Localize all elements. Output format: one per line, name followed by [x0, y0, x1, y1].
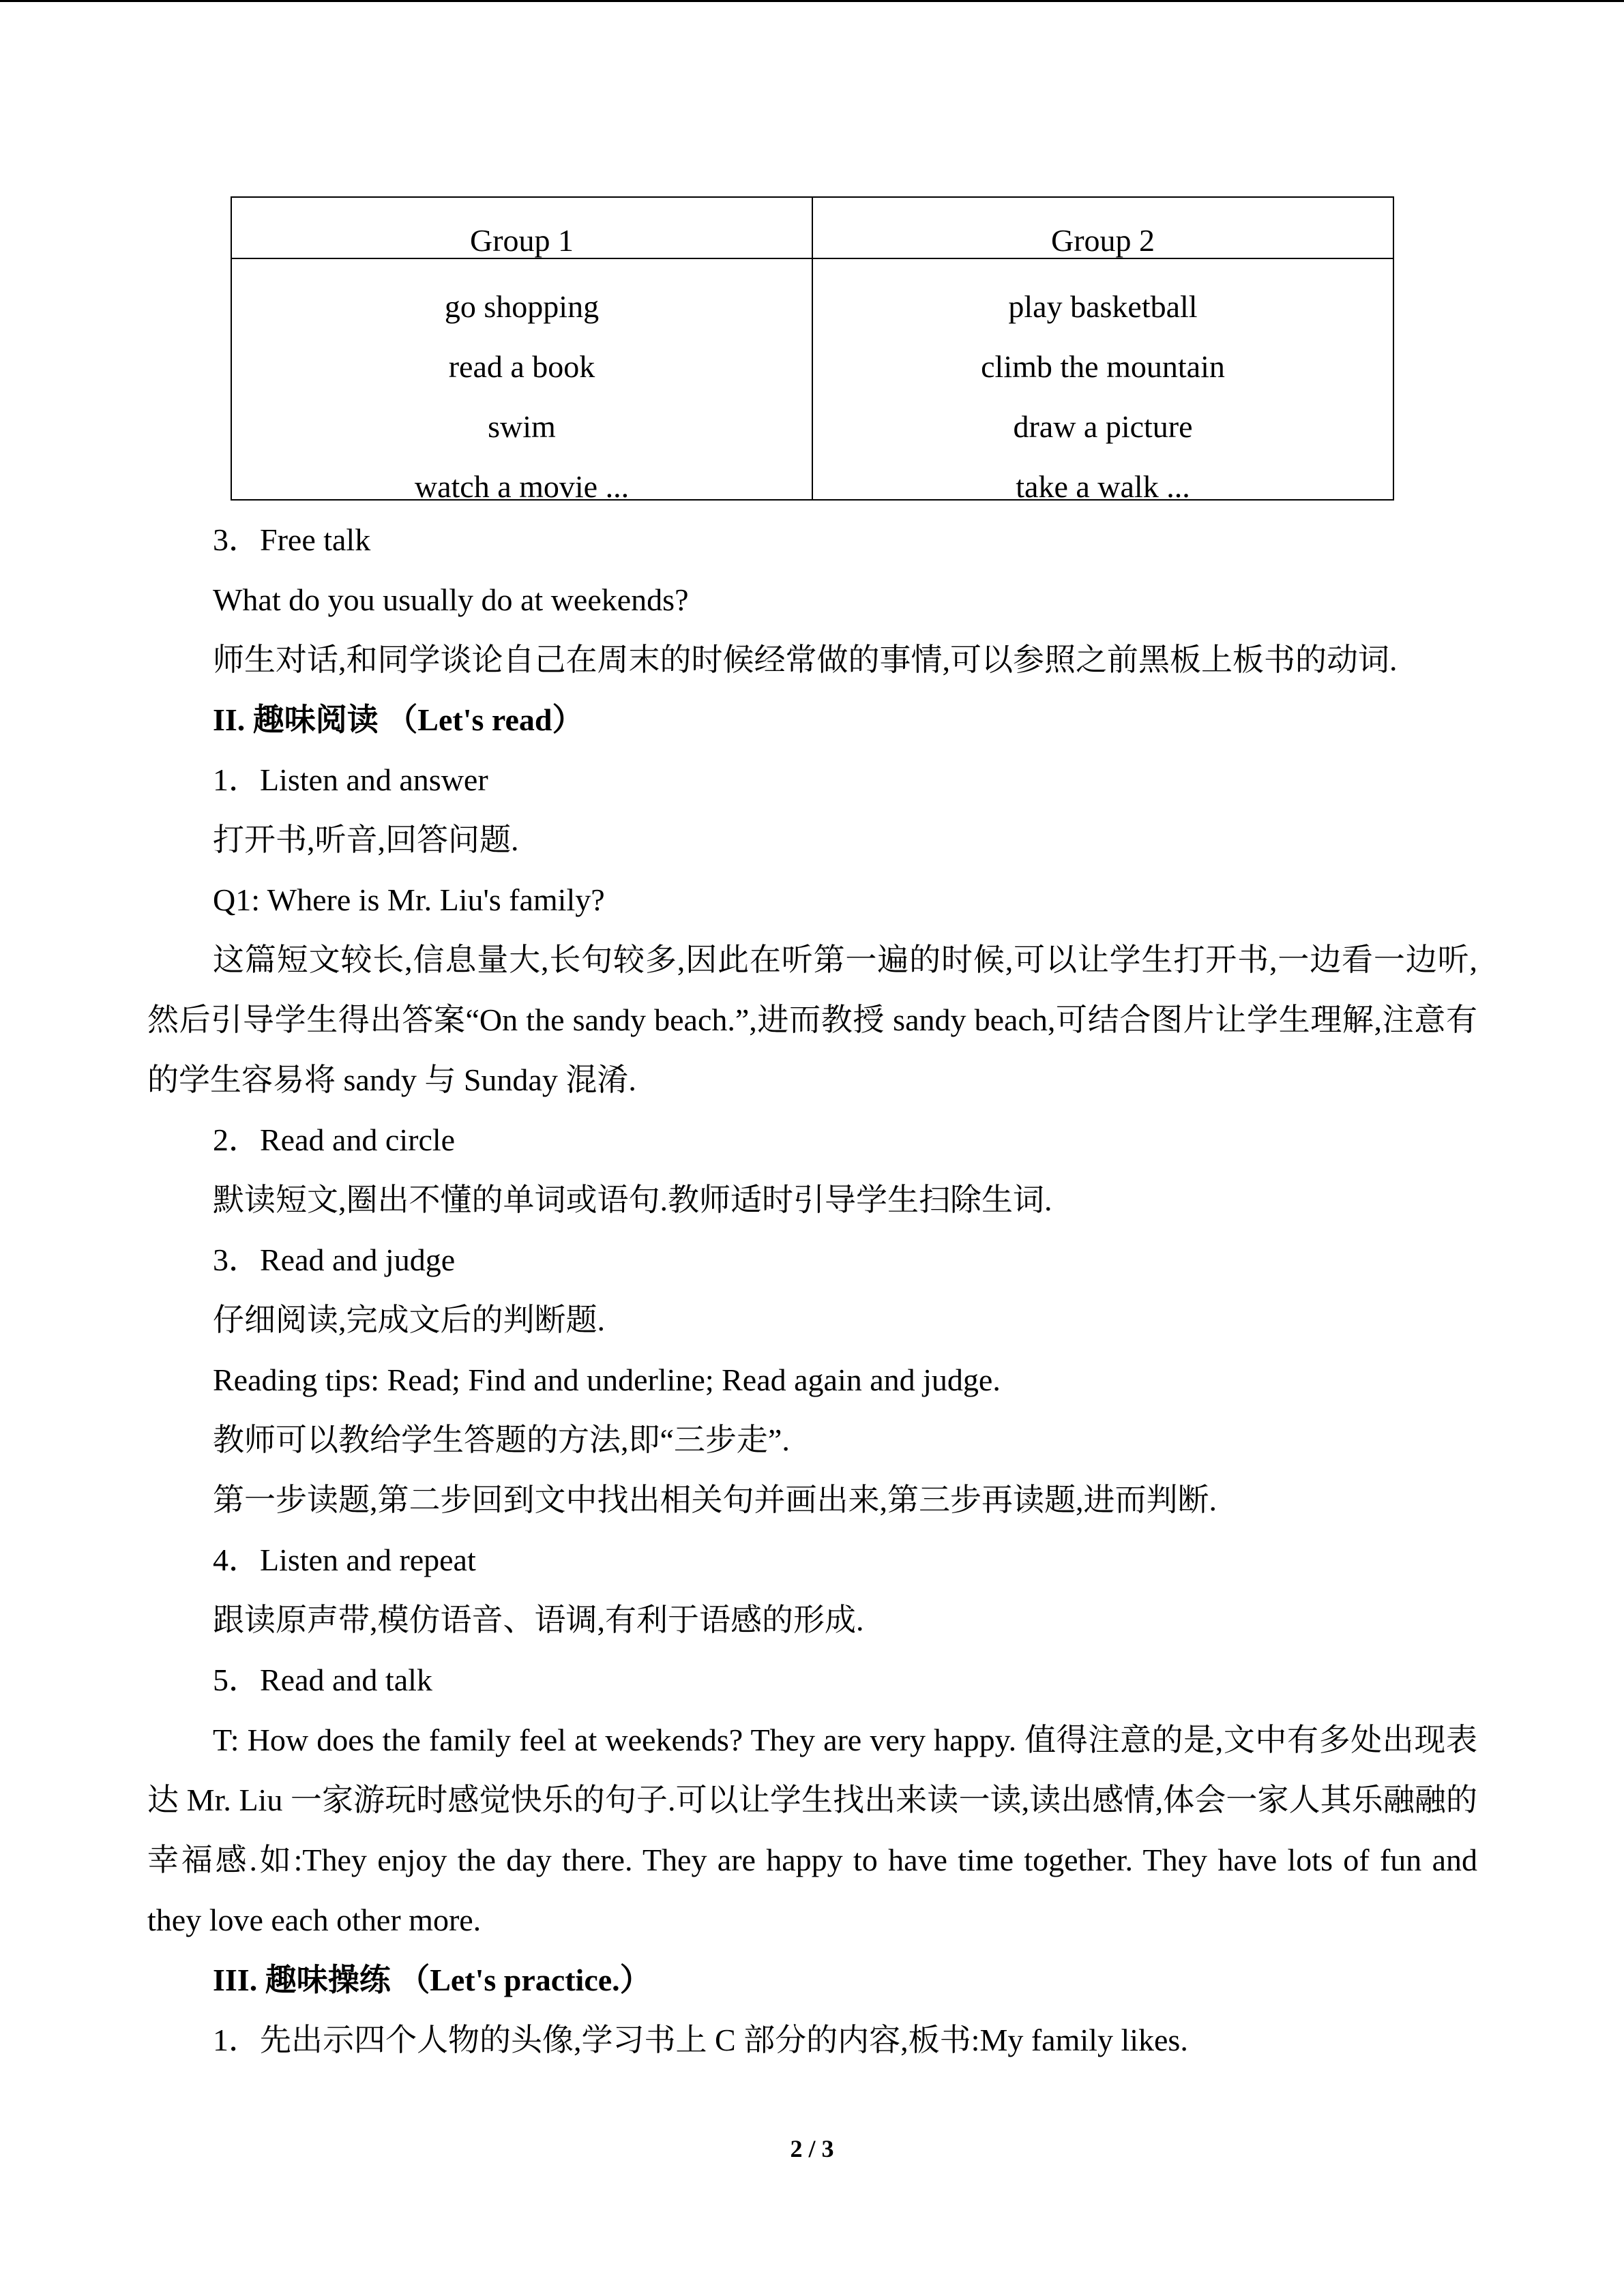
instruction-text: 打开书,听音,回答问题. [213, 822, 519, 857]
table-header-group2: Group 2 [812, 197, 1393, 258]
group-table [231, 196, 1394, 504]
group1-item: read a book [448, 349, 595, 384]
group2-cell [812, 258, 1393, 504]
instruction-text: 仔细阅读,完成文后的判断题. [213, 1302, 605, 1337]
instruction-text: 第一步读题,第二步回到文中找出相关句并画出来,第三步再读题,进而判断. [213, 1482, 1217, 1517]
step-heading: 2．Read and circle [213, 1122, 456, 1157]
table-header-group1: Group 1 [231, 197, 812, 258]
paragraph: 这篇短文较长,信息量大,长句较多,因此在听第一遍的时候,可以让学生打开书,一边看一边听,然后引导学生得出答案“On the sandy beach.”,进而教授 sandy beach,可结合图片让学生理解,注意有的学生容易将 sandy 与 Sunday 混淆. [147, 942, 1477, 1097]
paragraph: T: How does the family feel at weekends? They are very happy. 值得注意的是,文中有多处出现表达 Mr. Liu 一家游玩时感觉快乐的句子.可以让学生找出来读一读,读出感情,体会一家人其乐融融的幸福感.如:They enjoy the day there. They are happy to have time together. They have lots of fun and they love each other more. [147, 1723, 1477, 1937]
group1-cell [231, 258, 812, 504]
reading-tips: Reading tips: Read; Find and underline; Read again and judge. [213, 1362, 1001, 1397]
instruction-text: 教师可以教给学生答题的方法,即“三步走”. [213, 1422, 790, 1457]
table-row [231, 258, 1393, 500]
question-text: What do you usually do at weekends? [213, 582, 689, 617]
instruction-text: 默读短文,圈出不懂的单词或语句.教师适时引导学生扫除生词. [213, 1182, 1052, 1217]
step-heading: 4．Listen and repeat [213, 1542, 476, 1577]
top-border-line [0, 0, 1624, 2]
step-heading: 1．Listen and answer [213, 762, 488, 797]
group1-item: watch a movie ... [414, 469, 630, 504]
step-heading: 1．先出示四个人物的头像,学习书上 C 部分的内容,板书:My family likes. [213, 2023, 1188, 2057]
section-heading: III. 趣味操练 （Let's practice.） [213, 1963, 651, 1997]
group2-item: take a walk ... [1016, 469, 1190, 504]
step-heading: 3．Read and judge [213, 1242, 456, 1277]
question-text: Q1: Where is Mr. Liu's family? [213, 882, 605, 917]
group1-item: go shopping [444, 289, 600, 324]
instruction-text: 师生对话,和同学谈论自己在周末的时候经常做的事情,可以参照之前黑板上板书的动词. [213, 642, 1398, 677]
instruction-text: 跟读原声带,模仿语音、语调,有利于语感的形成. [213, 1602, 864, 1637]
step-heading: 5．Read and talk [213, 1663, 432, 1697]
section-heading: II. 趣味阅读 （Let's read） [213, 702, 584, 737]
group2-item: climb the mountain [981, 349, 1225, 384]
step-heading: 3．Free talk [213, 522, 371, 557]
table-header-row [231, 197, 1393, 258]
group2-item: draw a picture [1013, 409, 1193, 444]
group2-item: play basketball [1008, 289, 1198, 324]
page-number: 2 / 3 [790, 2135, 834, 2162]
group1-item: swim [488, 409, 556, 444]
document-body [147, 510, 1477, 2070]
